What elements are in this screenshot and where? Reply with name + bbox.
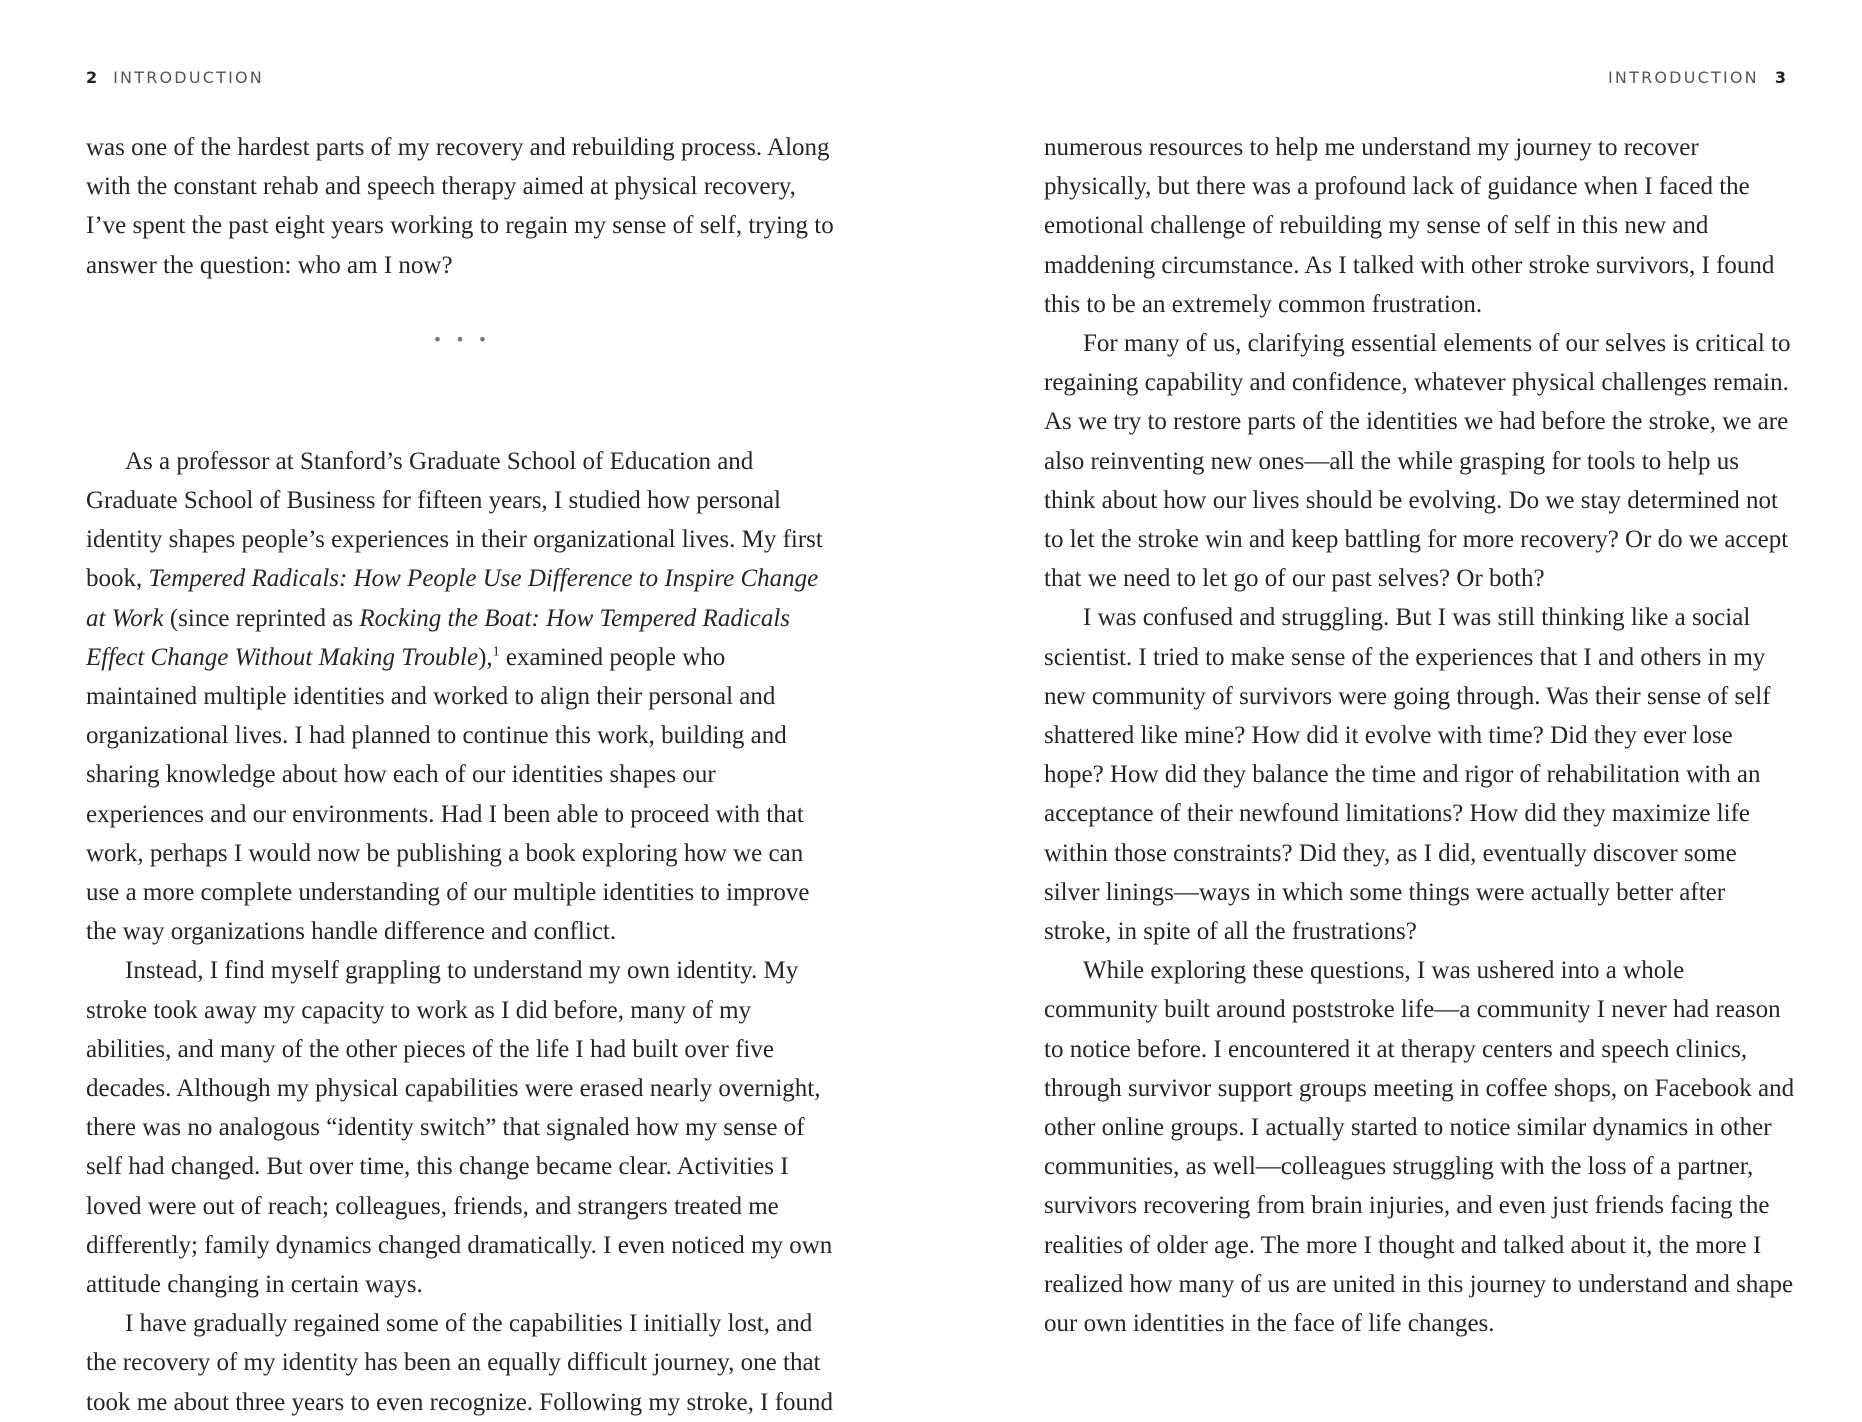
paragraph: I have gradually regained some of the capabilities I initially lost, and the recovery of my identity has been an equally difficult journey, one that took me about three years to even recognize. Following my stroke, I found <box>86 1310 834 1416</box>
paragraph: While exploring these questions, I was ushered into a whole community built around poststroke life—a community I never had reason to notice before. I encountered it at therapy centers and speech clinics, through survivor support groups meeting in coffee shops, on Facebook and other online groups. I actually started to notice similar dynamics in other communities, as well—colleagues struggling with the loss of a partner, survivors recovering from brain injuries, and even just friends facing the realities of older age. The more I thought and talked about it, the more I realized how many of us are united in this journey to understand and shape our own identities in the face of life changes. <box>1044 957 1795 1338</box>
section-break <box>86 285 838 442</box>
running-head-title: INTRODUCTION <box>1608 68 1759 87</box>
right-page <box>931 0 1862 1396</box>
paragraph: I was confused and struggling. But I was still thinking like a social scientist. I tried to make sense of the experiences that I and others in my new community of survivors were going through. Was their sense of self shattered like mine? How did it evolve with time? Did they ever lose hope? How did they balance the time and rigor of rehabilitation with an acceptance of their newfound limitations? How did they maximize life within those constraints? Did they, as I did, eventually discover some silver linings—ways in which some things were actually better after stroke, in spite of all the frustrations? <box>1044 604 1771 946</box>
left-running-head <box>86 68 264 87</box>
paragraph-text: As a professor at Stanford’s Graduate School of Education and Graduate School of Business for fifteen years, I studied how personal identity shapes people’s experiences in their organizational lives. My first book, <box>86 447 823 593</box>
paragraph-text: (since reprinted as <box>163 604 360 632</box>
paragraph <box>86 442 838 952</box>
section-break-ornament: • • • <box>432 329 492 349</box>
paragraph: numerous resources to help me understand my journey to recover physically, but there was a profound lack of guidance when I faced the emotional challenge of rebuilding my sense of self in this new and maddening circumstance. As I talked with other stroke survivors, I found this to be an extremely common frustration. <box>1044 134 1775 318</box>
book-title: Rocking the Boat: How Tempered Radicals Effect Change Without Making Trouble <box>86 604 791 671</box>
paragraph: For many of us, clarifying essential elements of our selves is critical to regaining capability and confidence, whatever physical challenges remain. As we try to restore parts of the identities we had before the stroke, we are also reinventing new ones—all the while grasping for tools to help us think about how our lives should be evolving. Do we stay determined not to let the stroke win and keep battling for more recovery? Or do we accept that we need to let go of our past selves? Or both? <box>1044 330 1791 593</box>
paragraph-text: ), <box>478 643 493 671</box>
paragraph-text: examined people who maintained multiple identities and worked to align their personal and organizational lives. I had planned to continue this work, building and sharing knowledge about how each of our identities shapes our experiences and our environments. Had I been able to proceed with that work, perhaps I would now be publishing a book exploring how we can use a more complete understanding of our multiple identities to improve the way organizations handle difference and conflict. <box>86 643 810 946</box>
book-title: Tempered Radicals: How People Use Difference to Inspire Change at Work <box>86 565 819 632</box>
right-running-head <box>1608 68 1786 87</box>
right-body-text <box>1044 128 1796 1343</box>
paragraph: was one of the hardest parts of my recovery and rebuilding process. Along with the constant rehab and speech therapy aimed at physical recovery, I’ve spent the past eight years working to regain my sense of self, trying to answer the question: who am I now? <box>86 134 834 279</box>
left-body-text <box>86 128 838 1422</box>
left-page <box>0 0 931 1416</box>
page-number: 2 <box>86 68 98 87</box>
paragraph: Instead, I find myself grappling to understand my own identity. My stroke took away my capacity to work as I did before, many of my abilities, and many of the other pieces of the life I had built over five decades. Although my physical capabilities were erased nearly overnight, there was no analogous “identity switch” that signaled how my sense of self had changed. But over time, this change became clear. Activities I loved were out of reach; colleagues, friends, and strangers treated me differently; family dynamics changed dramatically. I even noticed my own attitude changing in certain ways. <box>86 957 833 1299</box>
footnote-reference[interactable]: 1 <box>492 644 500 660</box>
running-head-title: INTRODUCTION <box>113 68 264 87</box>
page-number: 3 <box>1774 68 1786 87</box>
